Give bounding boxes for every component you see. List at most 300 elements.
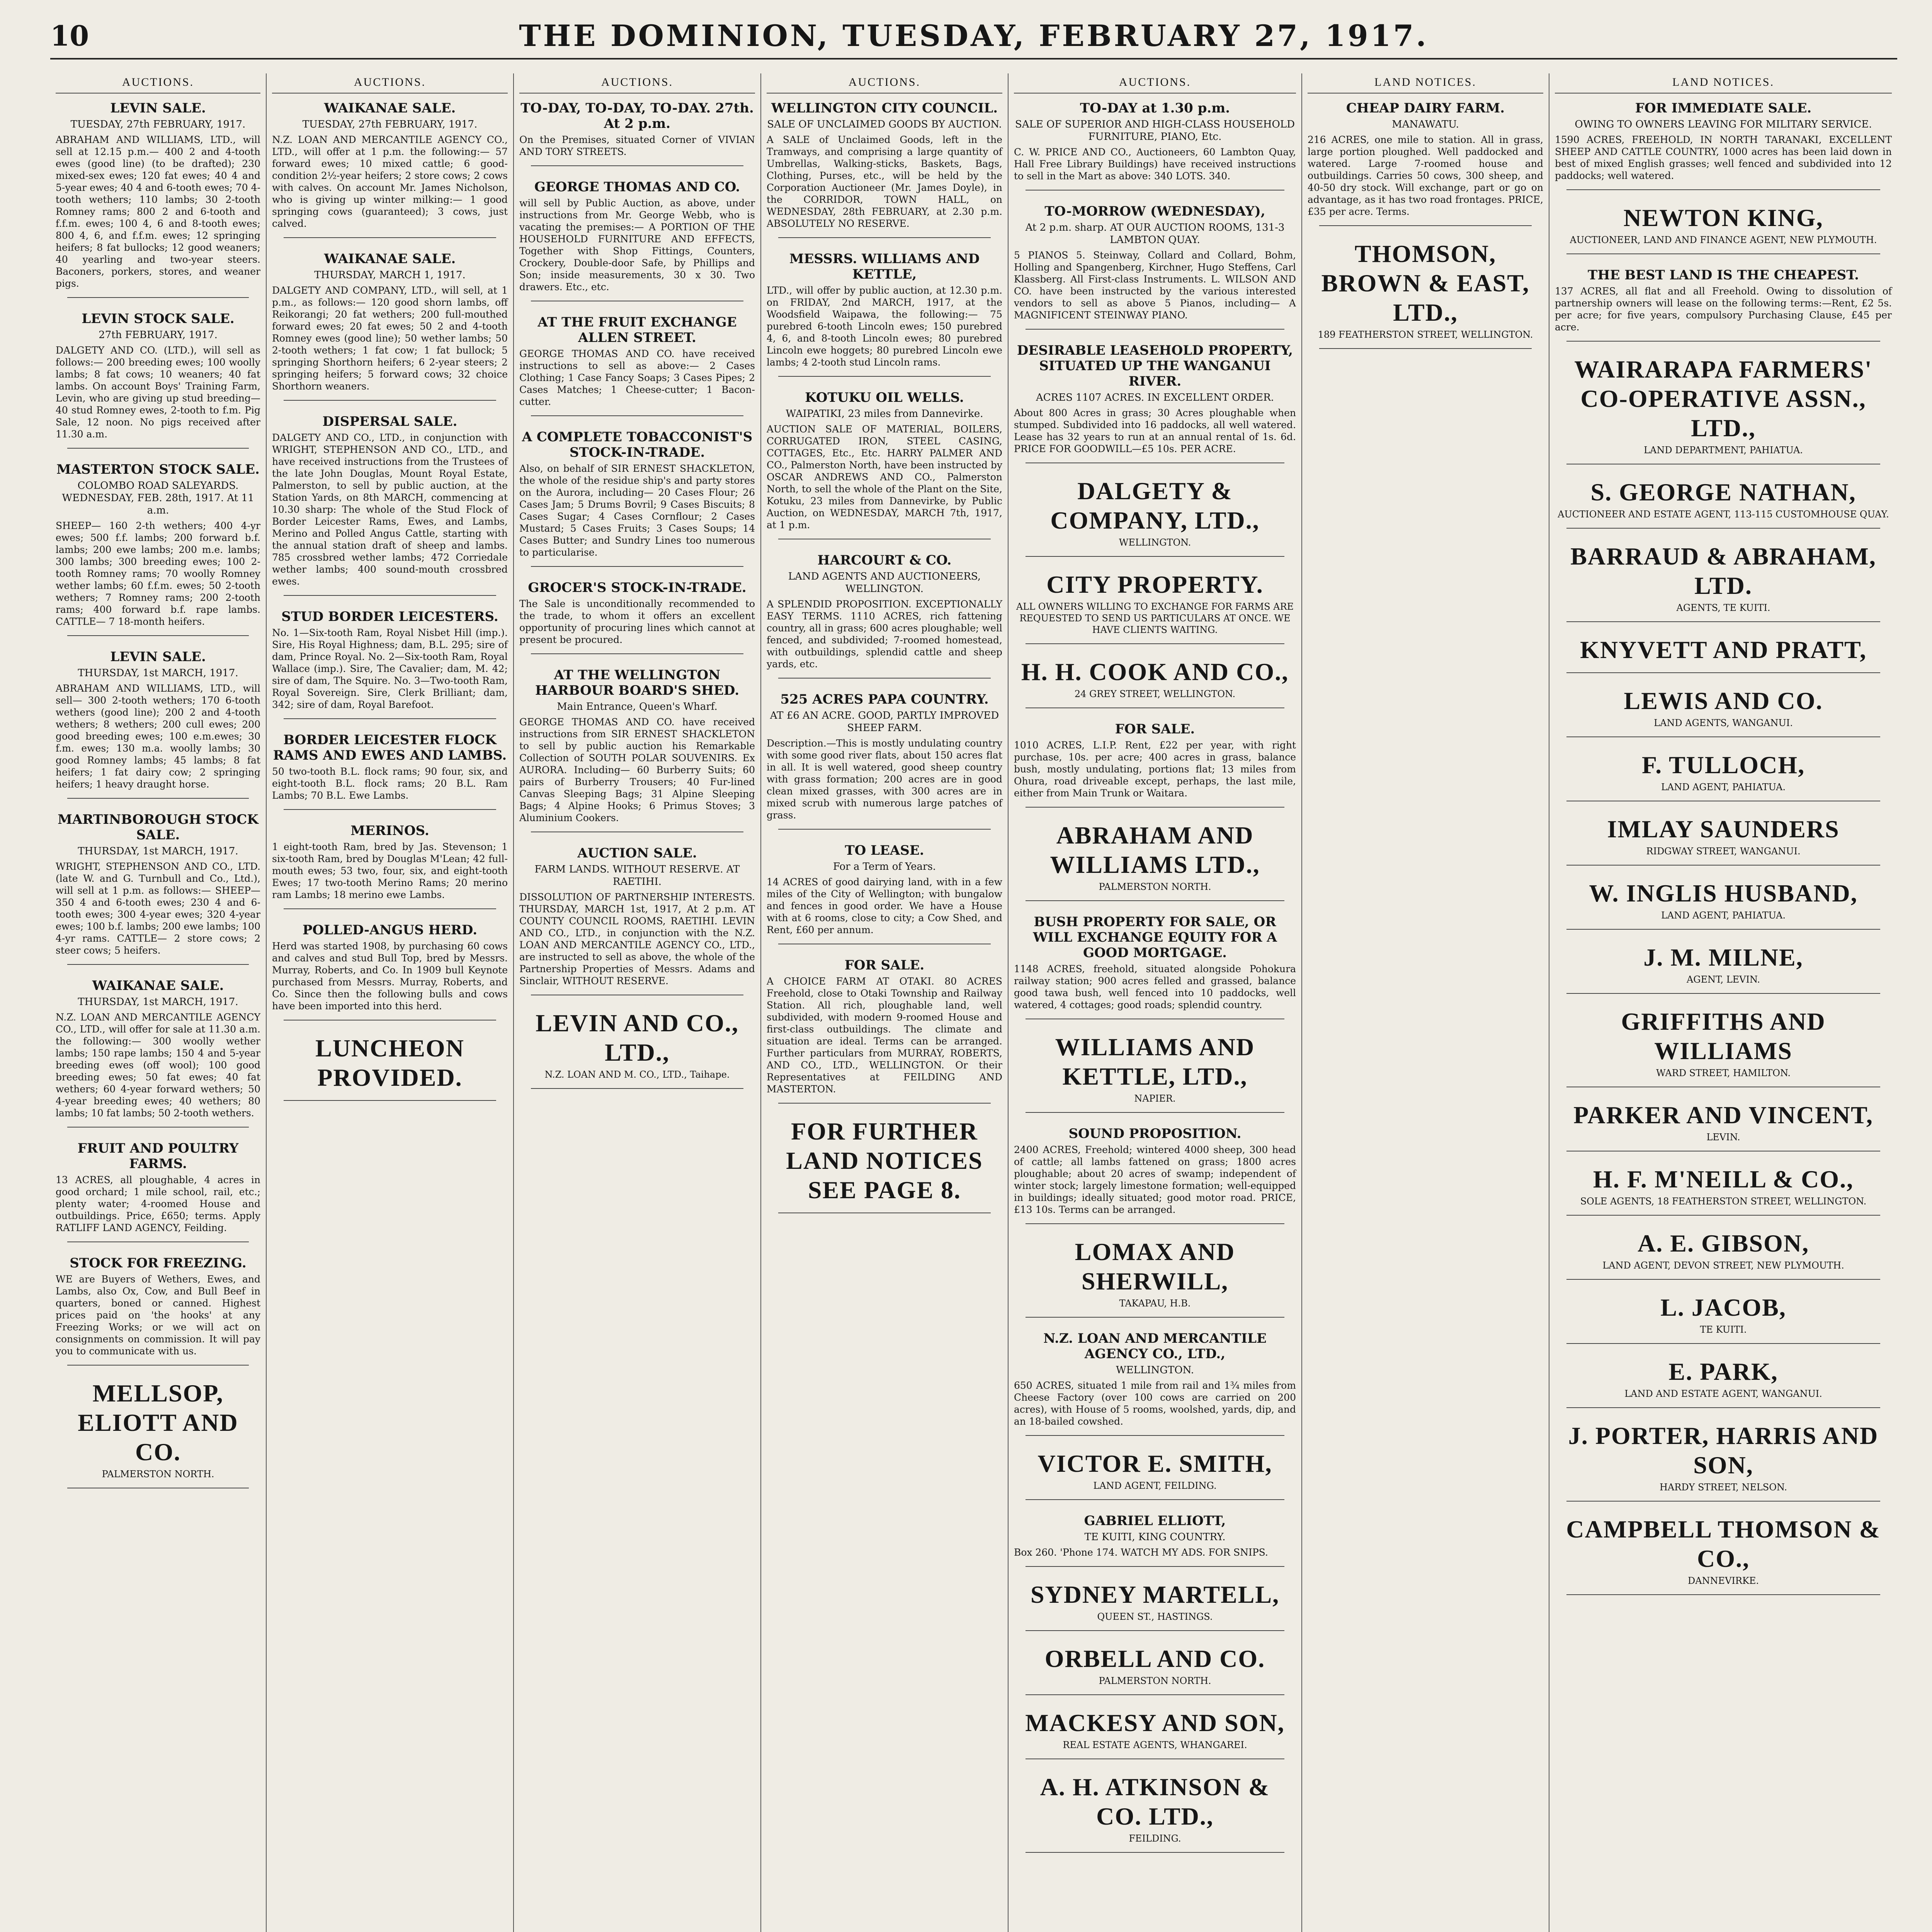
ad-subheading: TAKAPAU, H.B. [1119, 1298, 1191, 1309]
ad-body: 650 ACRES, situated 1 mile from rail and 1¾ miles from Cheese Factory (over 100 cows are carried on 200 acres), with House of 5 rooms, woolshed, yards, dip, and an 18-bailed cowshed. [1014, 1380, 1296, 1427]
advertisement [767, 957, 1002, 1104]
advertisement [1014, 1708, 1296, 1759]
advertisement [1014, 821, 1296, 901]
advertisement [767, 553, 1002, 679]
ad-subheading: PALMERSTON NORTH. [1099, 1675, 1211, 1686]
ad-heading: STOCK FOR FREEZING. [70, 1255, 247, 1271]
ad-body: GEORGE THOMAS AND CO. have received instructions to sell as above:— 2 Cases Clothing; 1 Case Fancy Soaps; 3 Cases Pipes; 2 Cases Matches; 1 Cheese-cutter; 1 Bacon-cutter. [519, 348, 755, 407]
ad-subheading: COLOMBO ROAD SALEYARDS. WEDNESDAY, FEB. 28th, 1917. At 11 a.m. [62, 480, 254, 516]
ad-subheading: LAND AGENT, DEVON STREET, NEW PLYMOUTH. [1602, 1260, 1844, 1271]
column-heading: AUCTIONS. [519, 73, 755, 94]
advertiser-name: E. PARK, [1668, 1358, 1778, 1385]
divider [1026, 1630, 1284, 1631]
column-4 [761, 73, 1009, 1932]
advertisement [1014, 1449, 1296, 1500]
ad-body: 1590 ACRES, FREEHOLD, IN NORTH TARANAKI, EXCELLENT SHEEP AND CATTLE COUNTRY, 1000 acres has been laid down in best of mixed English grasses; well fenced and subdivided into 12 paddocks; well watered. [1555, 134, 1892, 181]
ad-body: LTD., will offer by public auction, at 12.30 p.m. on FRIDAY, 2nd MARCH, 1917, at the Woodsfield Waipawa, the following:— 75 purebred 6-tooth Lincoln ewes; 150 purebred 4, 6, and 8-tooth Lincoln ewes; 80 purebred Lincoln ewe hoggets; 80 purebred Lincoln ewe lambs; 4 2-tooth stud Lincoln rams. [767, 285, 1002, 368]
advertiser-name: F. TULLOCH, [1641, 751, 1805, 779]
column-3 [514, 73, 761, 1932]
ad-body: will sell by Public Auction, as above, under instructions from Mr. George Webb, who is vacating the premises:— A PORTION OF THE HOUSEHOLD FURNITURE AND EFFECTS, Together with Shop Fittings, Counters, Crockery, Double-door Safe, by Phillips and Son; inside measurements, 30 x 30. Two drawers. Etc., etc. [519, 197, 755, 293]
divider [284, 595, 496, 596]
ad-subheading: WELLINGTON. [1119, 537, 1191, 548]
advertiser-name: FOR FURTHER LAND NOTICES SEE PAGE 8. [786, 1117, 983, 1204]
advertisement [1014, 1126, 1296, 1224]
ad-subheading: Main Entrance, Queen's Wharf. [557, 701, 718, 713]
ad-subheading: DANNEVIRKE. [1687, 1575, 1759, 1586]
advertisement [1014, 1644, 1296, 1695]
advertisement [272, 609, 508, 719]
divider [1026, 900, 1284, 901]
divider [1566, 1594, 1880, 1595]
ad-body: N.Z. LOAN AND MERCANTILE AGENCY CO., LTD., will offer at 1 p.m. the following:— 57 forward ewes; 10 mixed cattle; 6 good-condition 2½-year heifers; 2 store cows; 2 cows with calves. On account Mr. James Nicholson, who is giving up winter milking:— 1 good springing cows (guaranteed); 3 cows, just calved. [272, 134, 508, 229]
ad-body: N.Z. LOAN AND MERCANTILE AGENCY CO., LTD., will offer for sale at 11.30 a.m. the following:— 300 woolly wether lambs; 150 rape lambs; 150 4 and 5-year breeding ewes (off wool); 100 good breeding ewes; 50 fat ewes; 40 fat wethers; 60 4-year forward wethers; 50 4-year breeding ewes; 40 wethers; 80 lambs; 10 fat lambs; 50 2-tooth wethers. [56, 1012, 260, 1119]
divider [1566, 341, 1880, 342]
advertisement [1555, 879, 1892, 930]
advertisement [767, 843, 1002, 944]
divider [67, 448, 249, 449]
divider [531, 415, 743, 416]
ad-heading: MESSRS. WILLIAMS AND KETTLE, [789, 251, 980, 282]
advertisement [1555, 203, 1892, 254]
divider [284, 809, 496, 810]
ad-subheading: RIDGWAY STREET, WANGANUI. [1646, 846, 1801, 857]
advertiser-name: LOMAX AND SHERWILL, [1075, 1238, 1235, 1295]
advertisement [1555, 100, 1892, 190]
ad-body: DISSOLUTION OF PARTNERSHIP INTERESTS. THURSDAY, MARCH 1st, 1917, At 2 p.m. AT COUNTY COUNCIL ROOMS, RAETIHI. LEVIN AND CO., LTD., in conjunction with the N.Z. LOAN AND MERCANTILE AGENCY CO., LTD., are instructed to sell as above, the whole of the Partnership Properties of Messrs. Adams and Sinclair, WITHOUT RESERVE. [519, 891, 755, 986]
ad-subheading: LAND AND ESTATE AGENT, WANGANUI. [1624, 1388, 1822, 1399]
ad-heading: TO-MORROW (WEDNESDAY), [1044, 204, 1265, 219]
ad-body: WRIGHT, STEPHENSON AND CO., LTD. (late W. and G. Turnbull and Co., Ltd.), will sell at 1 p.m. as follows:— SHEEP— 350 4 and 6-tooth ewes; 230 4 and 6-tooth ewes; 300 4-year ewes; 320 4-year ewes; 100 b.f. lambs; 200 ewe lambs; 100 4-yr rams. CATTLE— 2 store cows; 2 steer cows; 5 heifers. [56, 861, 260, 956]
advertisement [1555, 750, 1892, 801]
ad-subheading: N.Z. LOAN AND M. CO., LTD., Taihape. [544, 1069, 730, 1080]
advertisement [1014, 721, 1296, 808]
ad-body: ABRAHAM AND WILLIAMS, LTD., will sell at 12.15 p.m.— 400 2 and 4-tooth ewes (good line) (to be drafted); 230 mixed-sex ewes; 120 fat ewes; 40 4 and 5-year ewes; 40 4 and 6-tooth ewes; 70 4-tooth wethers; 110 lambs; 30 2-tooth Romney rams; 800 2 and 6-tooth and f.f.m. ewes; 100 4, 6 and 8-tooth ewes; 800 4, 6, and f.f.m. ewes; 12 springing heifers; 8 fat bullocks; 12 good weaners; 40 yearling and two-year steers. Baconers, porkers, stores, and weaner pigs. [56, 134, 260, 289]
advertisement [56, 1141, 260, 1242]
advertisement [1014, 570, 1296, 644]
ad-body: The Sale is unconditionally recommended to the trade, to whom it offers an excellent opportunity of procuring lines which cannot at present be procured. [519, 598, 755, 645]
divider [778, 1103, 991, 1104]
ad-body: 5 PIANOS 5. Steinway, Collard and Collard, Bohm, Holling and Spangenberg, Kirchner, Hugo Steffens, Carl Klassberg. All First-class Instruments. L. WILSON AND CO. have been instructed by the various interested vendors to sell as above 5 Pianos, including— A MAGNIFICENT STEINWAY PIANO. [1014, 250, 1296, 321]
advertiser-name: J. M. MILNE, [1643, 944, 1803, 971]
ad-body: 13 ACRES, all ploughable, 4 acres in good orchard; 1 mile school, rail, etc.; plenty water; 4-roomed House and outbuildings. Price, £650; terms. Apply RATLIFF LAND AGENCY, Feilding. [56, 1174, 260, 1233]
ad-heading: GROCER'S STOCK-IN-TRADE. [528, 580, 747, 595]
ad-heading: MASTERTON STOCK SALE. [56, 462, 260, 477]
ad-heading: GEORGE THOMAS AND CO. [534, 179, 740, 195]
ad-heading: FOR IMMEDIATE SALE. [1635, 100, 1812, 116]
ad-body: GEORGE THOMAS AND CO. have received instructions from SIR ERNEST SHACKLETON to sell by public auction his Remarkable Collection of SOUTH POLAR SOUVENIRS. Ex AURORA. Including— 60 Burberry Suits; 60 pairs of Burberry Trousers; 40 Fur-lined Canvas Sleeping Bags; 31 Alpine Sleeping Bags; 4 Alpine Hooks; 6 Primus Stoves; 3 Aluminium Cookers. [519, 716, 755, 823]
ad-subheading: WAIPATIKI, 23 miles from Dannevirke. [786, 408, 983, 420]
advertisement [519, 1009, 755, 1089]
advertisement [1555, 1515, 1892, 1595]
ad-body: 137 ACRES, all flat and all Freehold. Owing to dissolution of partnership owners will lease on the following terms:—Rent, £2 5s. per acre; for five years, compulsory Purchasing Clause, £45 per acre. [1555, 286, 1892, 333]
advertisement [56, 812, 260, 965]
ad-heading: BUSH PROPERTY FOR SALE, OR WILL EXCHANGE EQUITY FOR A GOOD MORTGAGE. [1033, 914, 1277, 961]
divider [778, 678, 991, 679]
divider [284, 400, 496, 401]
advertisement [1555, 815, 1892, 866]
advertiser-name: J. PORTER, HARRIS AND SON, [1568, 1422, 1879, 1479]
ad-subheading: LAND AGENT, PAHIATUA. [1661, 782, 1786, 793]
ad-heading: WAIKANAE SALE. [92, 978, 224, 993]
ad-heading: LEVIN STOCK SALE. [82, 311, 235, 327]
advertiser-name: CAMPBELL THOMSON & CO., [1566, 1515, 1881, 1572]
ad-body: A SALE of Unclaimed Goods, left in the Tramways, and comprising a large quantity of Umbrellas, Walking-sticks, Baskets, Bags, Clothing, Purses, etc., will be held by the Corporation Auctioneer (Mr. James Doyle), in the CORRIDOR, TOWN HALL, on WEDNESDAY, 28th FEBRUARY, at 2.30 p.m. ABSOLUTELY NO RESERVE. [767, 134, 1002, 229]
divider [1026, 643, 1284, 644]
advertisement [1555, 943, 1892, 994]
divider [1566, 672, 1880, 673]
ad-body: 50 two-tooth B.L. flock rams; 90 four, six, and eight-tooth B.L. flock rams; 20 B.L. Ram Lambs; 70 B.L. Ewe Lambs. [272, 766, 508, 801]
ad-body: On the Premises, situated Corner of VIVIAN AND TORY STREETS. [519, 134, 755, 157]
divider [1026, 1317, 1284, 1318]
advertisement [519, 845, 755, 995]
advertiser-name: L. JACOB, [1660, 1294, 1786, 1321]
advertisement [1014, 1032, 1296, 1113]
ad-heading: SOUND PROPOSITION. [1068, 1126, 1242, 1141]
advertisement [1555, 1165, 1892, 1216]
advertisement [1555, 1357, 1892, 1408]
ad-body: DALGETY AND CO. (LTD.), will sell as follows:— 200 breeding ewes; 100 woolly lambs; 8 fat cows; 10 weaners; 40 fat lambs. On account Boys' Training Farm, Levin, who are giving up stud breeding— 40 stud Romney ewes, 2-tooth to f.m. Pig Sale, 12 noon. No pigs received after 11.30 a.m. [56, 345, 260, 440]
ad-body: A SPLENDID PROPOSITION. EXCEPTIONALLY EASY TERMS. 1110 ACRES, rich fattening country, all in grass; 600 acres ploughable; well fenced, and subdivided; 7-roomed homestead, with outbuildings, splendid cattle and sheep yards, etc. [767, 599, 1002, 670]
column-1 [50, 73, 267, 1932]
advertisement [1555, 355, 1892, 464]
ad-body: Herd was started 1908, by purchasing 60 cows and calves and stud Bull Top, bred by Messrs. Murray, Roberts, and Co. In 1909 bull Keynote purchased from Messrs. Murray, Roberts, and Co. Since then the following bulls and cows have been imported into this herd. [272, 940, 508, 1012]
ad-subheading: LAND AGENT, PAHIATUA. [1661, 910, 1786, 921]
divider [1566, 1279, 1880, 1280]
column-5 [1009, 73, 1302, 1932]
advertiser-name: MELLSOP, ELIOTT AND CO. [78, 1379, 238, 1466]
ad-subheading: SALE OF SUPERIOR AND HIGH-CLASS HOUSEHOLD FURNITURE, PIANO, Etc. [1015, 119, 1295, 143]
ad-subheading: LEVIN. [1706, 1132, 1740, 1143]
ad-heading: FOR SALE. [1115, 721, 1195, 737]
ad-body: 2400 ACRES, Freehold; wintered 4000 sheep, 300 head of cattle; all lambs fattened on grass; 1800 acres ploughable; about 20 acres of swamp; independent of winter stock; largely limestone formation; well-equipped in buildings; ideally situated; good motor road. PRICE, £13 10s. Terms can be arranged. [1014, 1144, 1296, 1215]
ad-subheading: LAND AGENTS AND AUCTIONEERS, WELLINGTON. [788, 571, 981, 595]
advertisement [1555, 635, 1892, 673]
advertiser-name: LUNCHEON PROVIDED. [315, 1034, 464, 1091]
advertiser-name: S. GEORGE NATHAN, [1590, 478, 1856, 506]
ad-body: AUCTION SALE OF MATERIAL, BOILERS, CORRUGATED IRON, STEEL CASING, COTTAGES, Etc., Etc. HARRY PALMER AND CO., Palmerston North, have been instructed by OSCAR ANDREWS AND CO., Palmerston North, to sell the whole of the Plant on the Site, Kotuku, 23 miles from Dannevirke, by Public Auction, on WEDNESDAY, MARCH 7th, 1917, at 1 p.m. [767, 423, 1002, 531]
divider [1026, 707, 1284, 708]
advertiser-name: IMLAY SAUNDERS [1607, 815, 1840, 843]
column-heading: AUCTIONS. [767, 73, 1002, 94]
ad-body: A CHOICE FARM AT OTAKI. 80 ACRES Freehold, close to Otaki Township and Railway Station. All rich, ploughable land, well subdivided, with modern 9-roomed House and first-class outbuildings. The climate and situation are ideal. Terms can be arranged. Further particulars from MURRAY, ROBERTS, AND CO., LTD., WELLINGTON. Or their Representatives at FEILDING AND MASTERTON. [767, 976, 1002, 1095]
divider [1566, 1343, 1880, 1344]
ad-body: C. W. PRICE AND CO., Auctioneers, 60 Lambton Quay, Hall Free Library Buildings) have received instructions to sell in the Mart as above: 340 LOTS. 340. [1014, 146, 1296, 182]
divider [1566, 621, 1880, 622]
advertisement [519, 580, 755, 654]
advertisement [56, 978, 260, 1128]
advertiser-name: DALGETY & COMPANY, LTD., [1050, 477, 1260, 534]
divider [1566, 528, 1880, 529]
divider [1566, 929, 1880, 930]
advertisement [56, 100, 260, 298]
ad-subheading: TUESDAY, 27th FEBRUARY, 1917. [70, 119, 246, 130]
ad-heading: KOTUKU OIL WELLS. [805, 390, 964, 405]
advertiser-name: H. H. COOK AND CO., [1021, 658, 1289, 685]
advertiser-name: PARKER AND VINCENT, [1573, 1101, 1873, 1129]
ad-subheading: AUCTIONEER AND ESTATE AGENT, 113-115 CUSTOMHOUSE QUAY. [1558, 509, 1889, 520]
ad-heading: A COMPLETE TOBACCONIST'S STOCK-IN-TRADE. [522, 429, 753, 460]
ad-body: DALGETY AND COMPANY, LTD., will sell, at 1 p.m., as follows:— 120 good shorn lambs, off Reikorangi; 20 fat wethers; 200 full-mouthed forward ewes; 20 fat ewes; 50 2 and 4-tooth Romney ewes (good line); 50 wether lambs; 50 2-tooth wethers; 1 fat cow; 1 fat bullock; 5 springing Shorthorn heifers; 6 2-year steers; 2 springing heifers; 5 forward cows; 32 choice Shorthorn weaners. [272, 285, 508, 392]
advertisement [1555, 1293, 1892, 1344]
advertiser-name: WAIRARAPA FARMERS' CO-OPERATIVE ASSN., LTD., [1574, 355, 1872, 442]
ad-heading: LEVIN SALE. [110, 649, 206, 665]
ad-body: 216 ACRES, one mile to station. All in grass, large portion ploughed. Well paddocked and watered. Large 7-roomed house and outbuildings. Carries 50 cows, 300 sheep, and 40-50 dry stock. Will exchange, part or go on advantage, as it has two road frontages. PRICE, £35 per acre. Terms. [1308, 134, 1543, 217]
advertisement [56, 649, 260, 799]
ad-subheading: THURSDAY, 1st MARCH, 1917. [78, 996, 238, 1008]
divider [67, 964, 249, 965]
divider [67, 635, 249, 636]
divider [531, 653, 743, 654]
advertisement [1555, 542, 1892, 622]
page-number: 10 [50, 19, 89, 52]
ad-subheading: ACRES 1107 ACRES. IN EXCELLENT ORDER. [1036, 392, 1274, 403]
ad-heading: HARCOURT & CO. [817, 553, 952, 568]
divider [1319, 348, 1532, 349]
divider [778, 829, 991, 830]
ad-heading: TO-DAY at 1.30 p.m. [1080, 100, 1230, 116]
ad-subheading: 24 GREY STREET, WELLINGTON. [1074, 689, 1236, 699]
column-7 [1549, 73, 1897, 1932]
advertisement [272, 251, 508, 401]
ad-subheading: AT £6 AN ACRE. GOOD, PARTLY IMPROVED SHEEP FARM. [770, 710, 999, 734]
ad-subheading: 189 FEATHERSTON STREET, WELLINGTON. [1318, 329, 1533, 340]
divider [1566, 993, 1880, 994]
divider [1566, 1501, 1880, 1502]
advertisement [1555, 478, 1892, 529]
ad-subheading: PALMERSTON NORTH. [1099, 881, 1211, 892]
advertiser-name: LEWIS AND CO. [1624, 687, 1823, 714]
ad-subheading: AUCTIONEER, LAND AND FINANCE AGENT, NEW PLYMOUTH. [1570, 235, 1877, 245]
ad-heading: BORDER LEICESTER FLOCK RAMS AND EWES AND LAMBS. [273, 732, 507, 763]
advertisement [56, 311, 260, 449]
advertisement [1308, 239, 1543, 349]
ad-body: DALGETY AND CO., LTD., in conjunction with WRIGHT, STEPHENSON AND CO., LTD., and have received instructions from the Trustees of the late John Douglas, Mount Royal Estate, Palmerston, to sell by public auction, at the Station Yards, on 8th MARCH, commencing at 10.30 sharp: The whole of the Stud Flock of Border Leicester Rams, Ewes, and Lambs, Merino and Polled Angus Cattle, starting with the annual station draft of sheep and lambs. 785 crossbred wether lambs; 472 Corriedale wether lambs; 400 sound-mouth crossbred ewes. [272, 432, 508, 587]
ad-subheading: TE KUITI. [1700, 1324, 1747, 1335]
divider [778, 237, 991, 238]
ad-heading: WAIKANAE SALE. [324, 251, 456, 267]
advertisement [519, 315, 755, 416]
ad-subheading: LAND AGENT, FEILDING. [1093, 1480, 1217, 1491]
ad-subheading: THURSDAY, 1st MARCH, 1917. [78, 667, 238, 679]
advertisement [272, 823, 508, 909]
ad-subheading: MANAWATU. [1392, 119, 1459, 130]
advertisement [1014, 657, 1296, 708]
advertiser-name: GRIFFITHS AND WILLIAMS [1621, 1008, 1826, 1065]
divider [1566, 253, 1880, 254]
divider [531, 566, 743, 567]
ad-heading: STUD BORDER LEICESTERS. [281, 609, 498, 624]
ad-subheading: 27th FEBRUARY, 1917. [99, 329, 218, 341]
divider [1026, 1435, 1284, 1436]
column-6 [1302, 73, 1549, 1932]
divider [1566, 1407, 1880, 1408]
advertisement [767, 1117, 1002, 1213]
column-heading: AUCTIONS. [272, 73, 508, 94]
advertisement [1014, 343, 1296, 463]
ad-subheading: TUESDAY, 27th FEBRUARY, 1917. [302, 119, 478, 130]
advertisement [272, 922, 508, 1020]
advertiser-name: VICTOR E. SMITH, [1037, 1450, 1272, 1477]
advertisement [519, 100, 755, 166]
advertisement [519, 429, 755, 567]
divider [1026, 1694, 1284, 1695]
ad-subheading: WARD STREET, HAMILTON. [1656, 1068, 1791, 1078]
divider [284, 718, 496, 719]
advertiser-name: A. E. GIBSON, [1638, 1230, 1809, 1257]
divider [1566, 865, 1880, 866]
advertisement [1555, 686, 1892, 737]
divider [1319, 225, 1532, 226]
ad-subheading: LAND AGENTS, WANGANUI. [1654, 718, 1793, 728]
advertisement [1014, 1513, 1296, 1567]
ad-heading: TO-DAY, TO-DAY, TO-DAY. 27th. At 2 p.m. [520, 100, 754, 131]
paper-title: THE DOMINION, TUESDAY, FEBRUARY 27, 1917. [519, 19, 1429, 53]
ad-subheading: LAND DEPARTMENT, PAHIATUA. [1644, 445, 1803, 456]
ad-heading: FOR SALE. [844, 957, 925, 973]
divider [1026, 1852, 1284, 1853]
ad-subheading: QUEEN ST., HASTINGS. [1097, 1611, 1213, 1622]
divider [1026, 1112, 1284, 1113]
ad-subheading: ALL OWNERS WILLING TO EXCHANGE FOR FARMS ARE REQUESTED TO SEND US PARTICULARS AT ONCE. WE HAVE CLIENTS WAITING. [1016, 601, 1294, 635]
advertiser-name: CITY PROPERTY. [1046, 571, 1264, 598]
ad-body: No. 1—Six-tooth Ram, Royal Nisbet Hill (imp.). Sire, His Royal Highness; dam, B.L. 295; sire of dam, Prince Royal. No. 2—Six-tooth Ram, Royal Wallace (imp.). Sire, The Cavalier; dam, M. 42; sire of dam, The Squire. No. 3—Two-tooth Ram, Royal Sovereign. Sire, Clerk Brilliant; dam, 342; sire of dam, Royal Barefoot. [272, 627, 508, 710]
divider [1026, 1566, 1284, 1567]
advertisement [56, 1379, 260, 1488]
advertisement [1014, 1772, 1296, 1853]
advertisement [1014, 476, 1296, 557]
divider [1566, 189, 1880, 190]
ad-body: 1148 ACRES, freehold, situated alongside Pohokura railway station; 900 acres felled and grassed, balance good tawa bush, well fenced into 10 paddocks, well watered, 4 cottages; good roads; splendid country. [1014, 963, 1296, 1010]
advertiser-name: KNYVETT AND PRATT, [1580, 636, 1867, 663]
advertisement [1014, 1331, 1296, 1436]
ad-heading: THE BEST LAND IS THE CHEAPEST. [1588, 267, 1859, 283]
advertisement [1555, 1229, 1892, 1280]
divider [1026, 807, 1284, 808]
divider [67, 297, 249, 298]
ad-body: 14 ACRES of good dairying land, with in a few miles of the City of Wellington; with bungalow and fences in good order. We have a House with at 6 rooms, close to city; a Cow Shed, and Rent, £60 per annum. [767, 876, 1002, 935]
advertiser-name: LEVIN AND CO., LTD., [536, 1009, 739, 1066]
advertisement [56, 1255, 260, 1366]
advertisement [1555, 1100, 1892, 1151]
ad-subheading: SALE OF UNCLAIMED GOODS BY AUCTION. [767, 119, 1002, 130]
advertiser-name: H. F. M'NEILL & CO., [1593, 1165, 1854, 1193]
ad-heading: LEVIN SALE. [110, 100, 206, 116]
ad-subheading: AGENTS, TE KUITI. [1676, 602, 1770, 613]
ad-heading: POLLED-ANGUS HERD. [302, 922, 478, 938]
advertisement [1014, 1237, 1296, 1318]
columns [50, 73, 1897, 1932]
advertiser-name: ABRAHAM AND WILLIAMS LTD., [1050, 821, 1260, 878]
column-heading: LAND NOTICES. [1308, 73, 1543, 94]
divider [778, 376, 991, 377]
advertisement [519, 179, 755, 301]
advertisement [56, 462, 260, 636]
ad-subheading: At 2 p.m. sharp. AT OUR AUCTION ROOMS, 131-3 LAMBTON QUAY. [1025, 222, 1285, 246]
advertisement [1308, 100, 1543, 226]
ad-heading: TO LEASE. [845, 843, 924, 858]
column-heading: AUCTIONS. [1014, 73, 1296, 94]
advertiser-name: A. H. ATKINSON & CO. LTD., [1040, 1773, 1270, 1830]
divider [67, 1365, 249, 1366]
ad-subheading: FEILDING. [1129, 1833, 1181, 1844]
ad-subheading: REAL ESTATE AGENTS, WHANGAREI. [1063, 1740, 1247, 1750]
ad-subheading: PALMERSTON NORTH. [102, 1469, 214, 1480]
ad-heading: WELLINGTON CITY COUNCIL. [771, 100, 998, 116]
ad-body: 1010 ACRES, L.I.P. Rent, £22 per year, with right purchase, 10s. per acre; 400 acres in grass, balance bush, mostly undulating, portions flat; 13 miles from Ohura, road driveable except, perhaps, the last mile, either from Main Trunk or Waitara. [1014, 740, 1296, 799]
advertisement [767, 100, 1002, 238]
ad-heading: GABRIEL ELLIOTT, [1084, 1513, 1226, 1529]
ad-heading: MARTINBOROUGH STOCK SALE. [58, 812, 259, 843]
masthead [50, 15, 1897, 60]
advertisement [1014, 204, 1296, 330]
column-2 [267, 73, 514, 1932]
ad-subheading: TE KUITI, KING COUNTRY. [1084, 1531, 1226, 1543]
ad-heading: 525 ACRES PAPA COUNTRY. [780, 692, 989, 707]
divider [531, 1088, 743, 1089]
ad-subheading: OWING TO OWNERS LEAVING FOR MILITARY SERVICE. [1575, 119, 1872, 130]
ad-heading: AT THE WELLINGTON HARBOUR BOARD'S SHED. [535, 667, 740, 698]
divider [284, 237, 496, 238]
advertisement [1014, 100, 1296, 190]
advertisement [272, 1034, 508, 1101]
ad-subheading: For a Term of Years. [833, 861, 936, 872]
ad-body: About 800 Acres in grass; 30 Acres ploughable when stumped. Subdivided into 16 paddocks, all well watered. Lease has 32 years to run at an annual rental of 1s. 6d. PRICE FOR GOODWILL—£5 10s. PER ACRE. [1014, 407, 1296, 454]
ad-subheading: AGENT, LEVIN. [1686, 974, 1760, 985]
divider [67, 798, 249, 799]
column-heading: LAND NOTICES. [1555, 73, 1892, 94]
advertisement [272, 414, 508, 596]
ad-heading: DISPERSAL SALE. [322, 414, 457, 429]
ad-body: WE are Buyers of Wethers, Ewes, and Lambs, also Ox, Cow, and Bull Beef in quarters, boned or canned. Highest prices paid on 'the hooks' at any Freezing Works; or we will act on consignments on commission. It will pay you to communicate with us. [56, 1274, 260, 1357]
ad-subheading: SOLE AGENTS, 18 FEATHERSTON STREET, WELLINGTON. [1580, 1196, 1867, 1207]
ad-subheading: HARDY STREET, NELSON. [1659, 1482, 1787, 1493]
ad-heading: AUCTION SALE. [577, 845, 697, 861]
advertisement [1555, 267, 1892, 342]
ad-subheading: THURSDAY, 1st MARCH, 1917. [78, 845, 238, 857]
divider [1026, 1223, 1284, 1224]
divider [1026, 1499, 1284, 1500]
advertisement [272, 732, 508, 810]
ad-heading: FRUIT AND POULTRY FARMS. [77, 1141, 239, 1172]
ad-heading: WAIKANAE SALE. [324, 100, 456, 116]
ad-body: SHEEP— 160 2-th wethers; 400 4-yr ewes; 500 f.f. lambs; 200 forward b.f. lambs; 200 ewe lambs; 200 m.e. lambs; 300 lambs; 300 breeding ewes; 100 2-tooth Romney rams; 70 woolly Romney wether lambs; 60 f.f.m. ewes; 50 2-tooth wethers; 7 Romney rams; 200 2-tooth rams; 400 forward b.f. rape lambs. CATTLE— 7 18-month heifers. [56, 520, 260, 627]
advertisement [272, 100, 508, 238]
ad-body: Box 260. 'Phone 174. WATCH MY ADS. FOR SNIPS. [1014, 1547, 1268, 1558]
ad-heading: AT THE FRUIT EXCHANGE ALLEN STREET. [537, 315, 737, 345]
ad-subheading: THURSDAY, MARCH 1, 1917. [314, 269, 466, 281]
ad-heading: DESIRABLE LEASEHOLD PROPERTY, SITUATED UP THE WANGANUI RIVER. [1017, 343, 1293, 389]
advertisement [767, 390, 1002, 539]
ad-body: Description.—This is mostly undulating country with some good river flats, about 150 acres flat in all. It is well watered, good sheep country with grass formation; 200 acres are in good clean mixed grasses, with 300 acres are in mixed scrub with numerous large patches of grass. [767, 738, 1002, 821]
divider [1566, 736, 1880, 737]
advertisement [1014, 914, 1296, 1019]
divider [67, 1127, 249, 1128]
advertiser-name: THOMSON, BROWN & EAST, LTD., [1321, 240, 1530, 326]
advertiser-name: SYDNEY MARTELL, [1030, 1581, 1280, 1608]
ad-body: Also, on behalf of SIR ERNEST SHACKLETON, the whole of the residue ship's and party stores on the Aurora, including— 20 Cases Flour; 26 Cases Jam; 5 Drums Bovril; 9 Cases Biscuits; 8 Cases Sugar; 4 Cases Cornflour; 2 Cases Mustard; 5 Cases Fruits; 3 Cases Soups; 14 Cases Butter; and Sundry Lines too numerous to particularise. [519, 463, 755, 558]
advertiser-name: ORBELL AND CO. [1044, 1645, 1265, 1672]
advertisement [519, 667, 755, 832]
ad-heading: N.Z. LOAN AND MERCANTILE AGENCY CO., LTD., [1043, 1331, 1267, 1362]
divider [1026, 556, 1284, 557]
advertisement [1014, 1580, 1296, 1631]
ad-subheading: WELLINGTON. [1116, 1364, 1194, 1376]
advertisement [1555, 1007, 1892, 1087]
advertiser-name: NEWTON KING, [1623, 204, 1823, 231]
ad-heading: MERINOS. [350, 823, 429, 838]
advertisement [767, 251, 1002, 377]
advertisement [767, 692, 1002, 830]
